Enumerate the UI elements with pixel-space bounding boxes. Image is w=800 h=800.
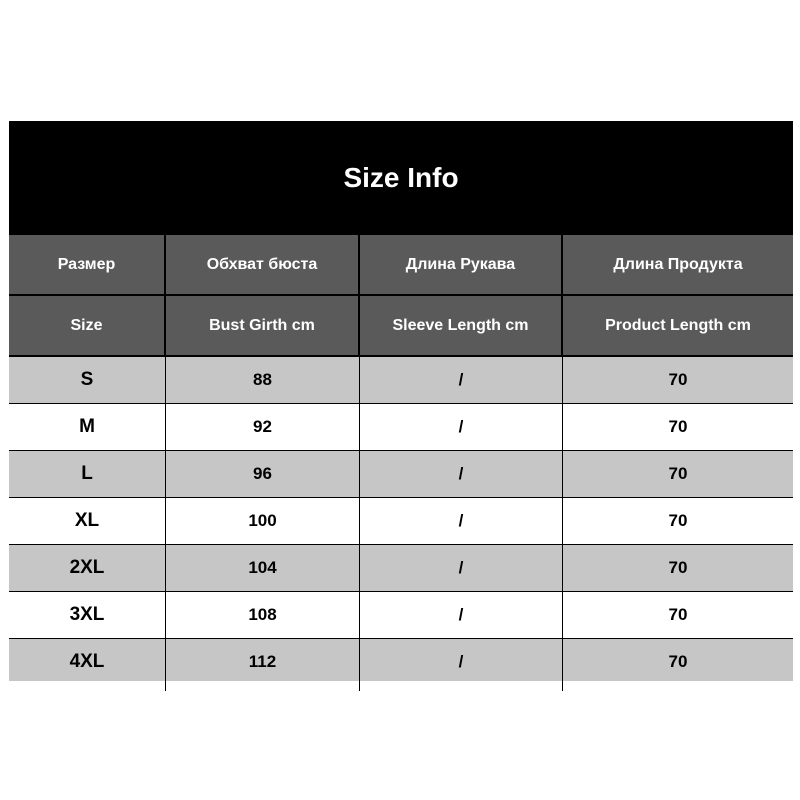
table-cell-bust: 108 bbox=[166, 592, 360, 639]
header-ru-length: Длина Продукта bbox=[563, 235, 793, 296]
table-cell-sleeve: / bbox=[360, 592, 563, 639]
header-ru-sleeve: Длина Рукава bbox=[360, 235, 563, 296]
table-cell-size: XL bbox=[9, 498, 166, 545]
table-cell-size: S bbox=[9, 357, 166, 404]
table-cut-cell bbox=[563, 681, 793, 691]
table-cell-bust: 88 bbox=[166, 357, 360, 404]
size-table bbox=[9, 235, 793, 686]
header-ru-bust: Обхват бюста bbox=[166, 235, 360, 296]
table-cell-sleeve: / bbox=[360, 404, 563, 451]
table-cell-length: 70 bbox=[563, 498, 793, 545]
header-en-sleeve: Sleeve Length cm bbox=[360, 296, 563, 357]
size-chart-title: Size Info bbox=[343, 162, 459, 193]
table-cut-cell bbox=[360, 681, 563, 691]
table-cell-length: 70 bbox=[563, 357, 793, 404]
table-cell-bust: 112 bbox=[166, 639, 360, 686]
table-cell-sleeve: / bbox=[360, 639, 563, 686]
table-cell-length: 70 bbox=[563, 545, 793, 592]
table-cut-row bbox=[9, 681, 793, 691]
table-cell-size: L bbox=[9, 451, 166, 498]
table-cell-bust: 104 bbox=[166, 545, 360, 592]
table-cell-sleeve: / bbox=[360, 498, 563, 545]
table-cell-bust: 96 bbox=[166, 451, 360, 498]
table-cell-size: 4XL bbox=[9, 639, 166, 686]
table-cut-cell bbox=[9, 681, 166, 691]
table-cell-length: 70 bbox=[563, 639, 793, 686]
header-en-bust: Bust Girth cm bbox=[166, 296, 360, 357]
table-cut-cell bbox=[166, 681, 360, 691]
table-cell-size: M bbox=[9, 404, 166, 451]
table-cell-length: 70 bbox=[563, 592, 793, 639]
size-chart bbox=[9, 121, 793, 691]
header-en-length: Product Length cm bbox=[563, 296, 793, 357]
table-cell-size: 3XL bbox=[9, 592, 166, 639]
table-cell-sleeve: / bbox=[360, 357, 563, 404]
table-cell-bust: 92 bbox=[166, 404, 360, 451]
table-cell-size: 2XL bbox=[9, 545, 166, 592]
table-cell-bust: 100 bbox=[166, 498, 360, 545]
table-cell-length: 70 bbox=[563, 404, 793, 451]
page-bottom-margin bbox=[0, 691, 800, 800]
table-cell-length: 70 bbox=[563, 451, 793, 498]
header-en-size: Size bbox=[9, 296, 166, 357]
header-ru-size: Размер bbox=[9, 235, 166, 296]
table-cell-sleeve: / bbox=[360, 545, 563, 592]
table-cell-sleeve: / bbox=[360, 451, 563, 498]
